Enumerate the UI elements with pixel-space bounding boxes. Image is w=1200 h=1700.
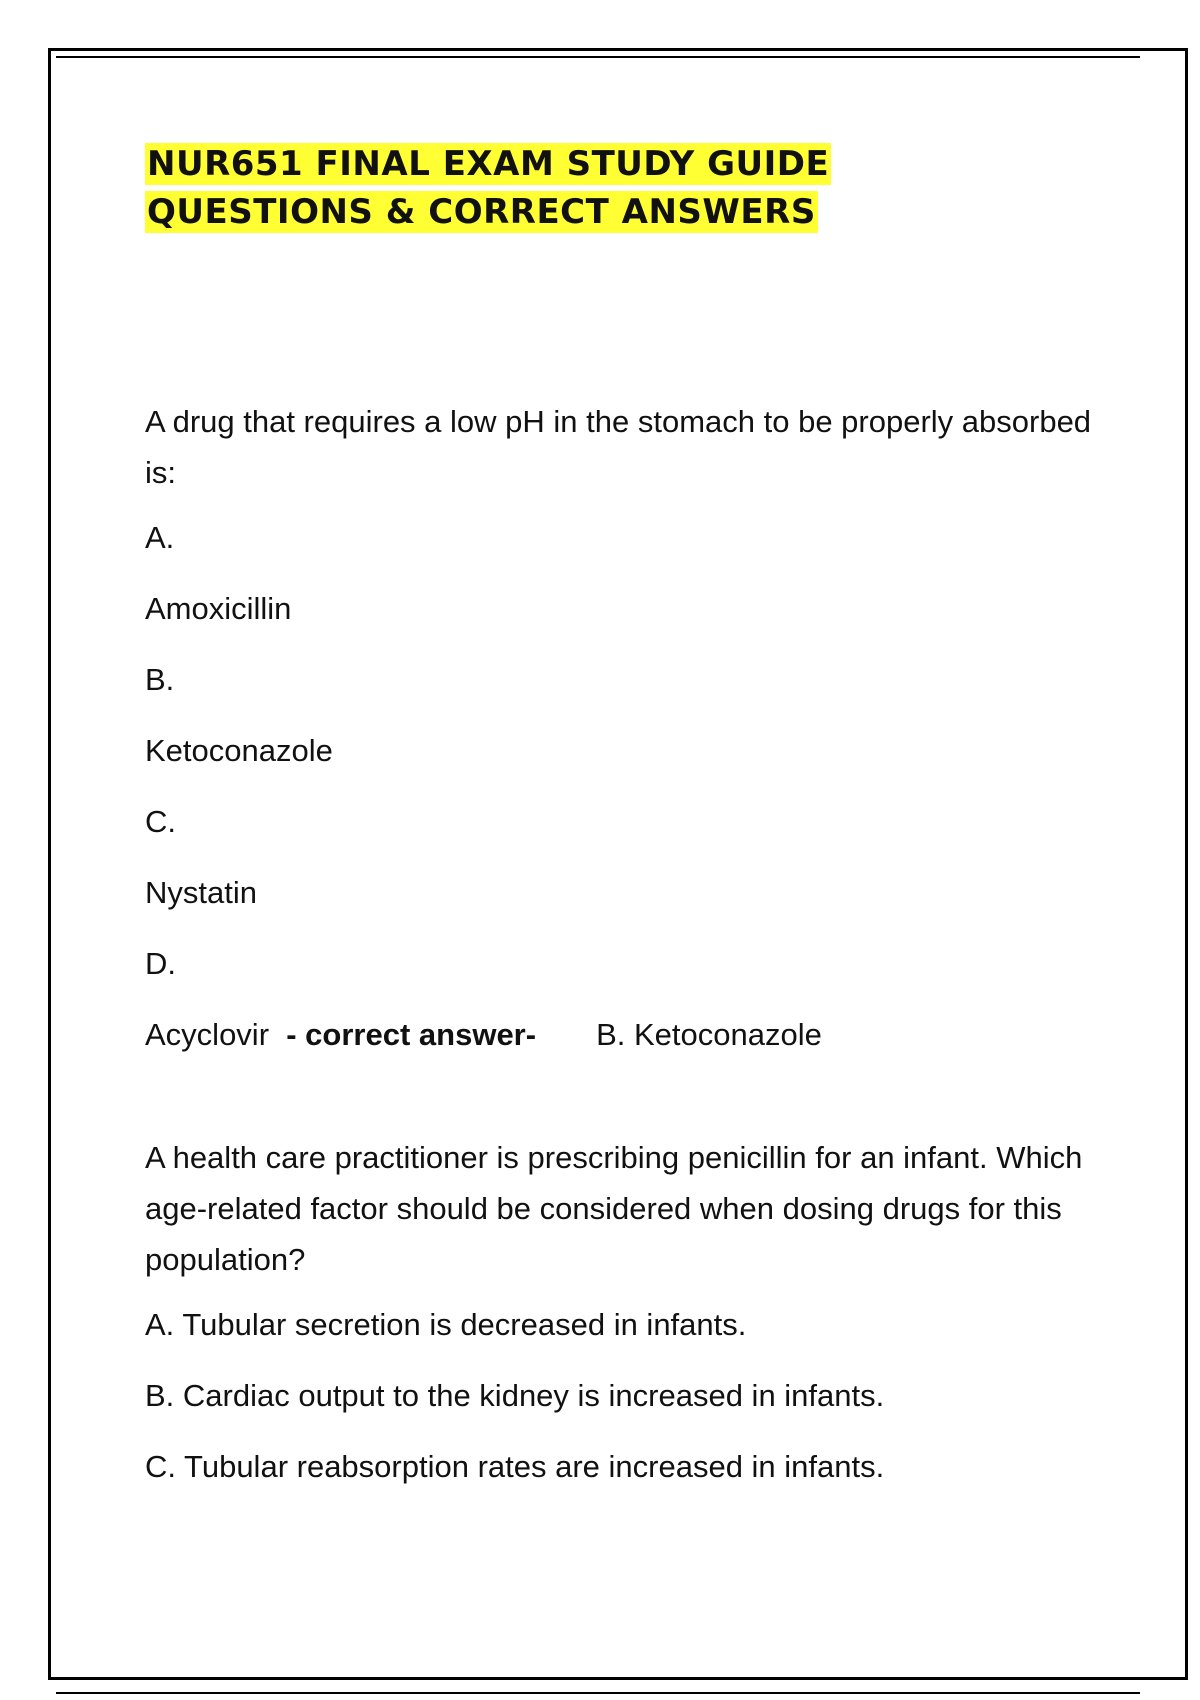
option-text: B. Cardiac output to the kidney is increased in infants.: [145, 1378, 885, 1413]
option-letter: D.: [145, 946, 176, 981]
option-letter: A.: [145, 520, 175, 555]
bottom-rule: [56, 1692, 1140, 1694]
option-text: Acyclovir: [145, 1017, 270, 1052]
option-with-answer: [145, 1009, 1105, 1060]
title-line-2: QUESTIONS & CORRECT ANSWERS: [147, 192, 816, 232]
option-letter: B.: [145, 662, 175, 697]
question-text: A drug that requires a low pH in the stomach to be properly absorbed is:: [145, 404, 1092, 490]
option-text: A. Tubular secretion is decreased in infants.: [145, 1307, 747, 1342]
question-1: [145, 396, 1105, 1060]
title-line-1: NUR651 FINAL EXAM STUDY GUIDE: [147, 144, 830, 184]
option-text: Nystatin: [145, 875, 257, 910]
option-text: Amoxicillin: [145, 591, 292, 626]
question-2: [145, 1132, 1105, 1492]
document-body: [145, 140, 1105, 1512]
option-text: Ketoconazole: [145, 733, 333, 768]
correct-answer-label: - correct answer-: [286, 1017, 537, 1052]
top-rule: [56, 56, 1140, 58]
option-text: C. Tubular reabsorption rates are increased in infants.: [145, 1449, 885, 1484]
correct-answer-value: B. Ketoconazole: [596, 1017, 822, 1052]
option-letter: C.: [145, 804, 176, 839]
document-title: [145, 140, 1105, 236]
question-text: A health care practitioner is prescribing penicillin for an infant. Which age-related factor should be considered when dosing drugs for this population?: [145, 1140, 1083, 1277]
